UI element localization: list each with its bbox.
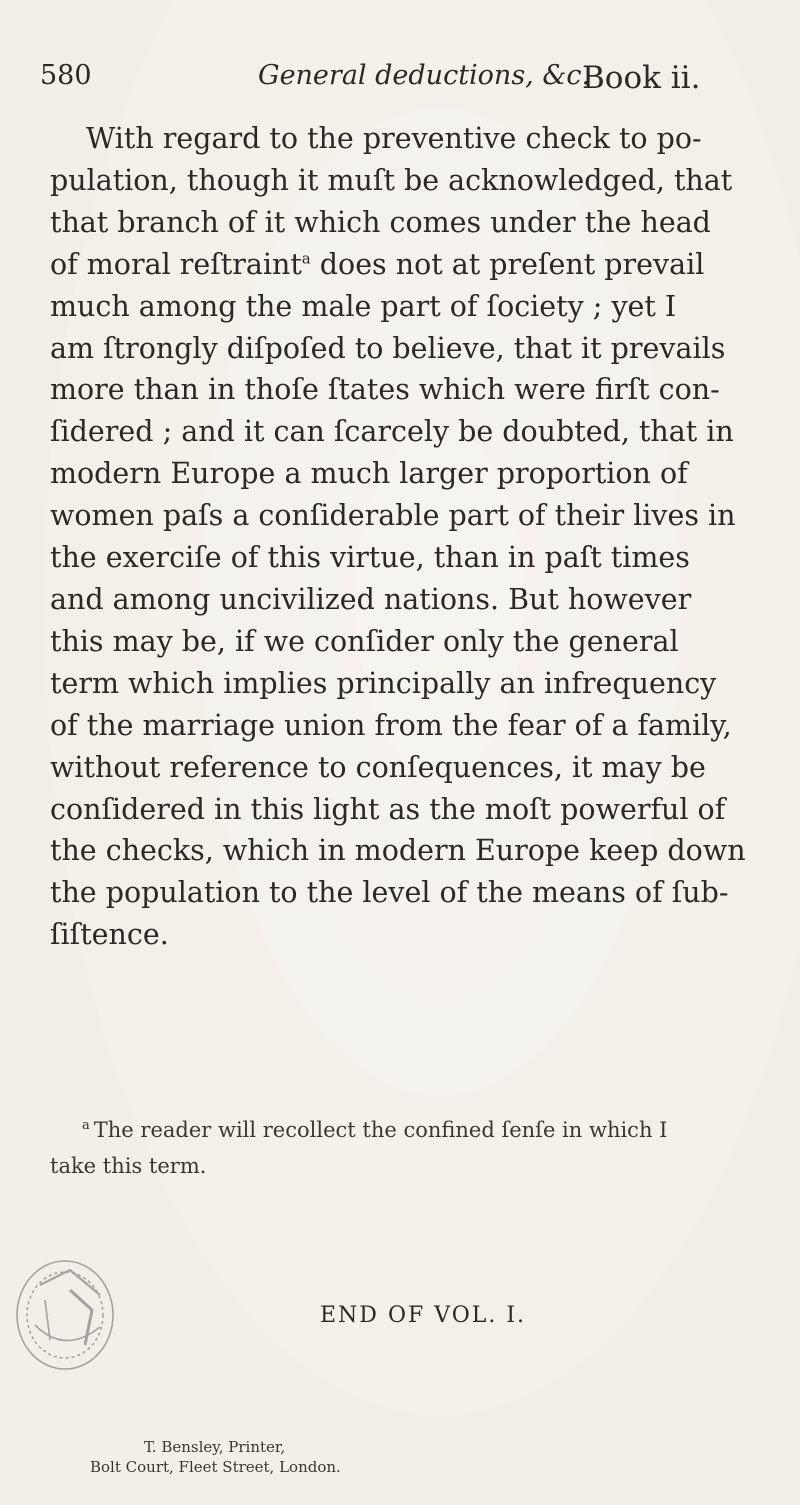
footnote-text: The reader will recollect the confined ſenſe in which I [93,1118,668,1142]
library-stamp [10,1255,120,1375]
page-number: 580 [40,60,92,91]
printer-imprint [90,1437,341,1477]
footnote [50,1112,760,1184]
footnote-reference: a [301,249,311,268]
text-line: pulation, though it muſt be acknowledged, that [50,163,733,197]
text-line: modern Europe a much larger proportion of [50,457,688,491]
running-head [40,60,770,100]
text-line: am ſtrongly diſpoſed to believe, that it prevails [50,331,726,365]
text-line: With regard to the preventive check to po- [86,122,702,155]
text-line: conſidered in this light as the moſt powerful of [50,792,726,826]
text-line: much among the male part of ſociety ; yet I [50,289,677,323]
text-line: the population to the level of the means of ſub- [50,876,729,910]
text-line: the exerciſe of this virtue, than in paſt times [50,541,690,575]
text-line: ſiſtence. [50,918,169,952]
footnote-line: take this term. [50,1154,207,1178]
text-line: that branch of it which comes under the head [50,205,711,239]
text-line: women paſs a conſiderable part of their lives in [50,499,736,533]
text-line-part: of moral reſtraint [50,247,302,281]
text-line: ſidered ; and it can ſcarcely be doubted, that in [50,415,734,449]
text-line: without reference to conſequences, it may be [50,750,706,784]
text-line: more than in thoſe ſtates which were firſt con- [50,373,720,407]
text-line: the checks, which in modern Europe keep down [50,834,746,868]
printer-name: T. Bensley, Printer, [144,1438,286,1456]
end-of-volume: END OF VOL. I. [320,1303,527,1328]
text-line: term which implies principally an infrequency [50,666,717,700]
footnote-line [50,1112,760,1148]
running-head-title: General deductions, &c. [258,60,591,91]
book-label: Book ii. [582,60,701,96]
text-line: of the marriage union from the fear of a family, [50,708,732,742]
footnote-marker: a [82,1118,90,1133]
text-line: this may be, if we conſider only the general [50,624,679,658]
text-line-part: does not at preſent prevail [310,247,705,281]
text-line [50,244,760,286]
main-paragraph [50,118,760,956]
printer-address: Bolt Court, Fleet Street, London. [90,1458,341,1476]
text-line: and among uncivilized nations. But however [50,582,692,616]
